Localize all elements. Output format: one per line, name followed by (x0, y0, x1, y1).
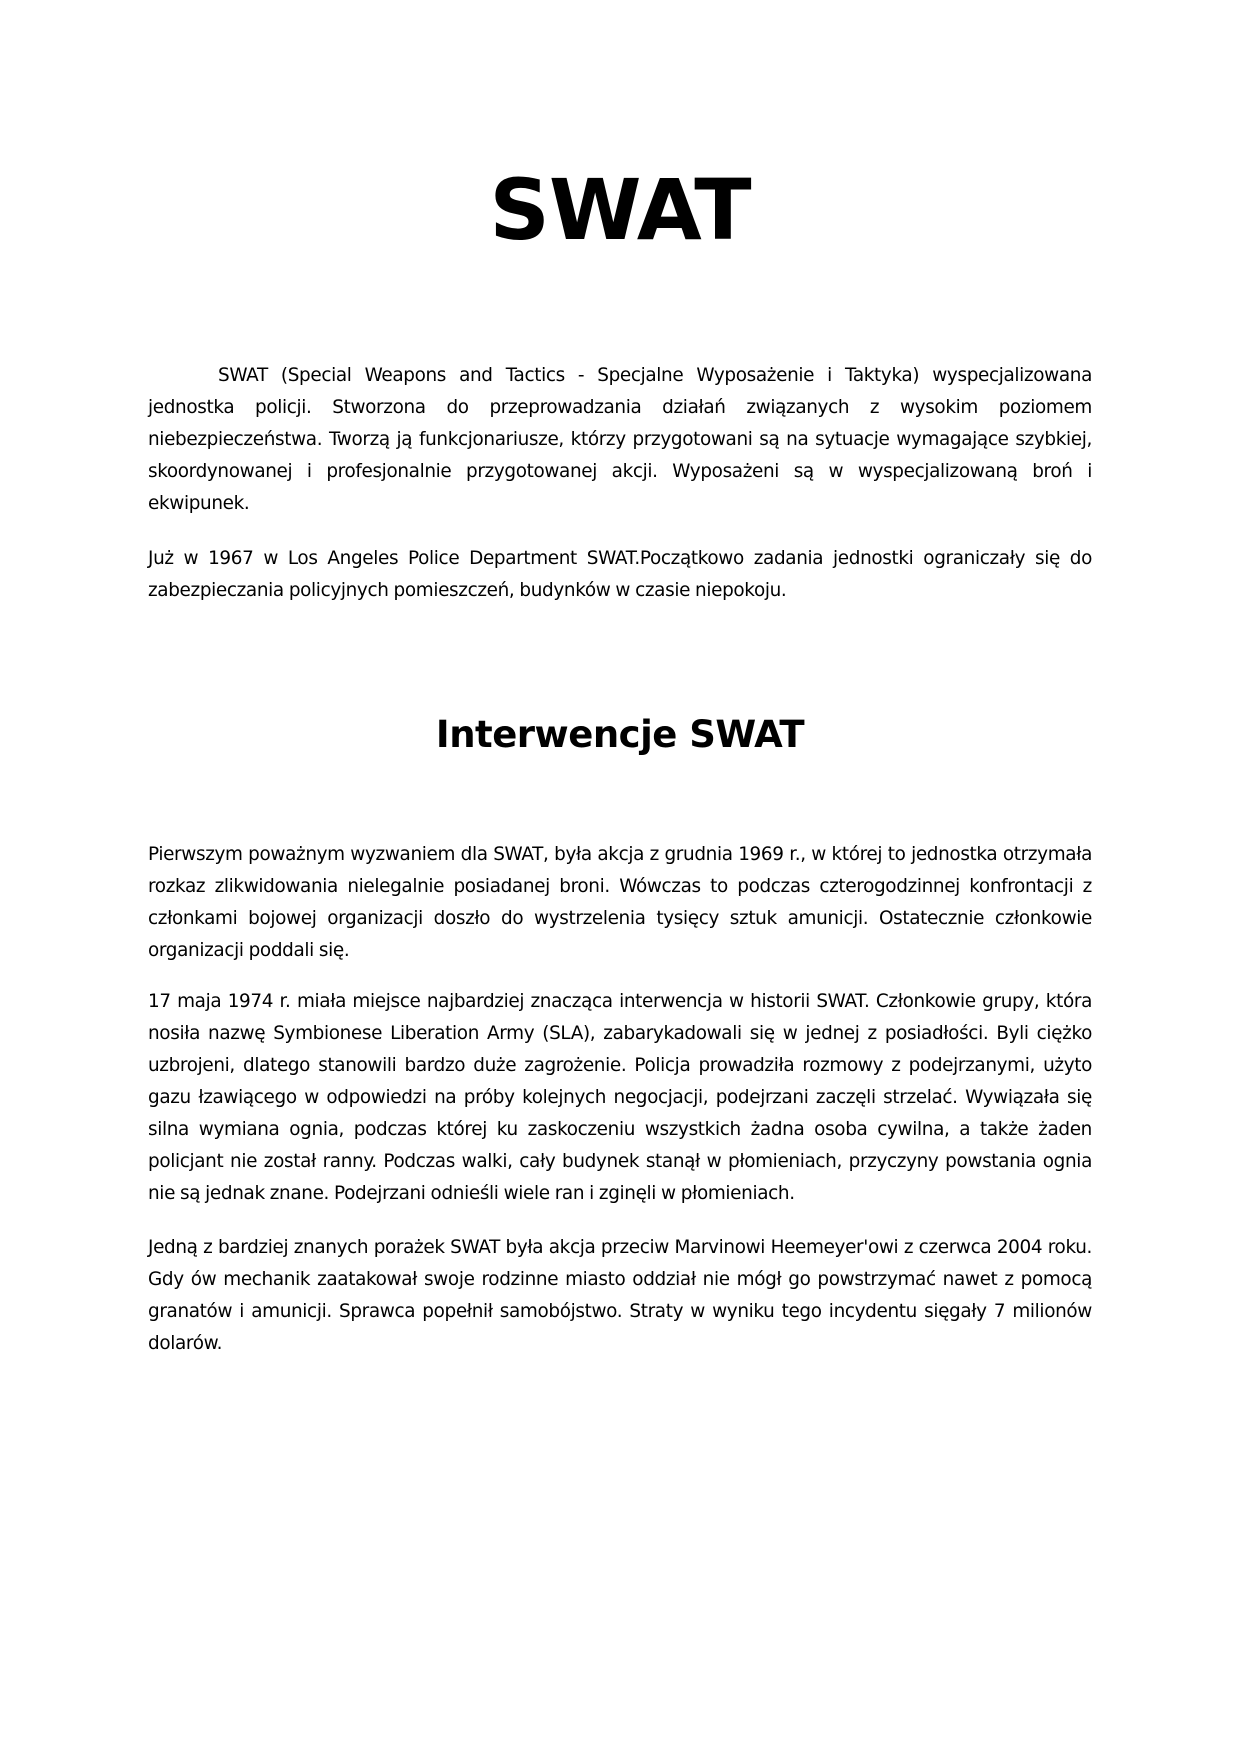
intro-paragraph-2: Już w 1967 w Los Angeles Police Department SWAT.Początkowo zadania jednostki ograniczały się do zabezpieczania policyjnych pomieszczeń, budynków w czasie niepokoju. (148, 548, 1092, 601)
section-title: Interwencje SWAT (435, 713, 805, 756)
section-paragraph-3: Jedną z bardziej znanych porażek SWAT była akcja przeciw Marvinowi Heemeyer'owi z czerwca 2004 roku. Gdy ów mechanik zaatakował swoje rodzinne miasto oddział nie mógł go powstrzymać nawet z pomocą granatów i amunicji. Sprawca popełnił samobójstwo. Straty w wyniku tego incydentu sięgały 7 milionów dolarów. (148, 1237, 1092, 1354)
intro-paragraph-1: SWAT (Special Weapons and Tactics - Specjalne Wyposażenie i Taktyka) wyspecjalizowana jednostka policji. Stworzona do przeprowadzania działań związanych z wysokim poziomem niebezpieczeństwa. Tworzą ją funkcjonariusze, którzy przygotowani są na sytuacje wymagające szybkiej, skoordynowanej i profesjonalnie przygotowanej akcji. Wyposażeni są w wyspecjalizowaną broń i ekwipunek. (148, 365, 1092, 514)
document-title: SWAT (489, 161, 751, 259)
section-paragraph-2: 17 maja 1974 r. miała miejsce najbardziej znacząca interwencja w historii SWAT. Członkowie grupy, która nosiła nazwę Symbionese Liberation Army (SLA), zabarykadowali się w jednej z posiadłości. Byli ciężko uzbrojeni, dlatego stanowili bardzo duże zagrożenie. Policja prowadziła rozmowy z podejrzanymi, użyto gazu łzawiącego w odpowiedzi na próby kolejnych negocjacji, podejrzani zaczęli strzelać. Wywiązała się silna wymiana ognia, podczas której ku zaskoczeniu wszystkich żadna osoba cywilna, a także żaden policjant nie został ranny. Podczas walki, cały budynek stanął w płomieniach, przyczyny powstania ognia nie są jednak znane. Podejrzani odnieśli wiele ran i zginęli w płomieniach. (148, 991, 1092, 1204)
section-paragraph-1: Pierwszym poważnym wyzwaniem dla SWAT, była akcja z grudnia 1969 r., w której to jednostka otrzymała rozkaz zlikwidowania nielegalnie posiadanej broni. Wówczas to podczas czterogodzinnej konfrontacji z członkami bojowej organizacji doszło do wystrzelenia tysięcy sztuk amunicji. Ostatecznie członkowie organizacji poddali się. (148, 844, 1092, 961)
